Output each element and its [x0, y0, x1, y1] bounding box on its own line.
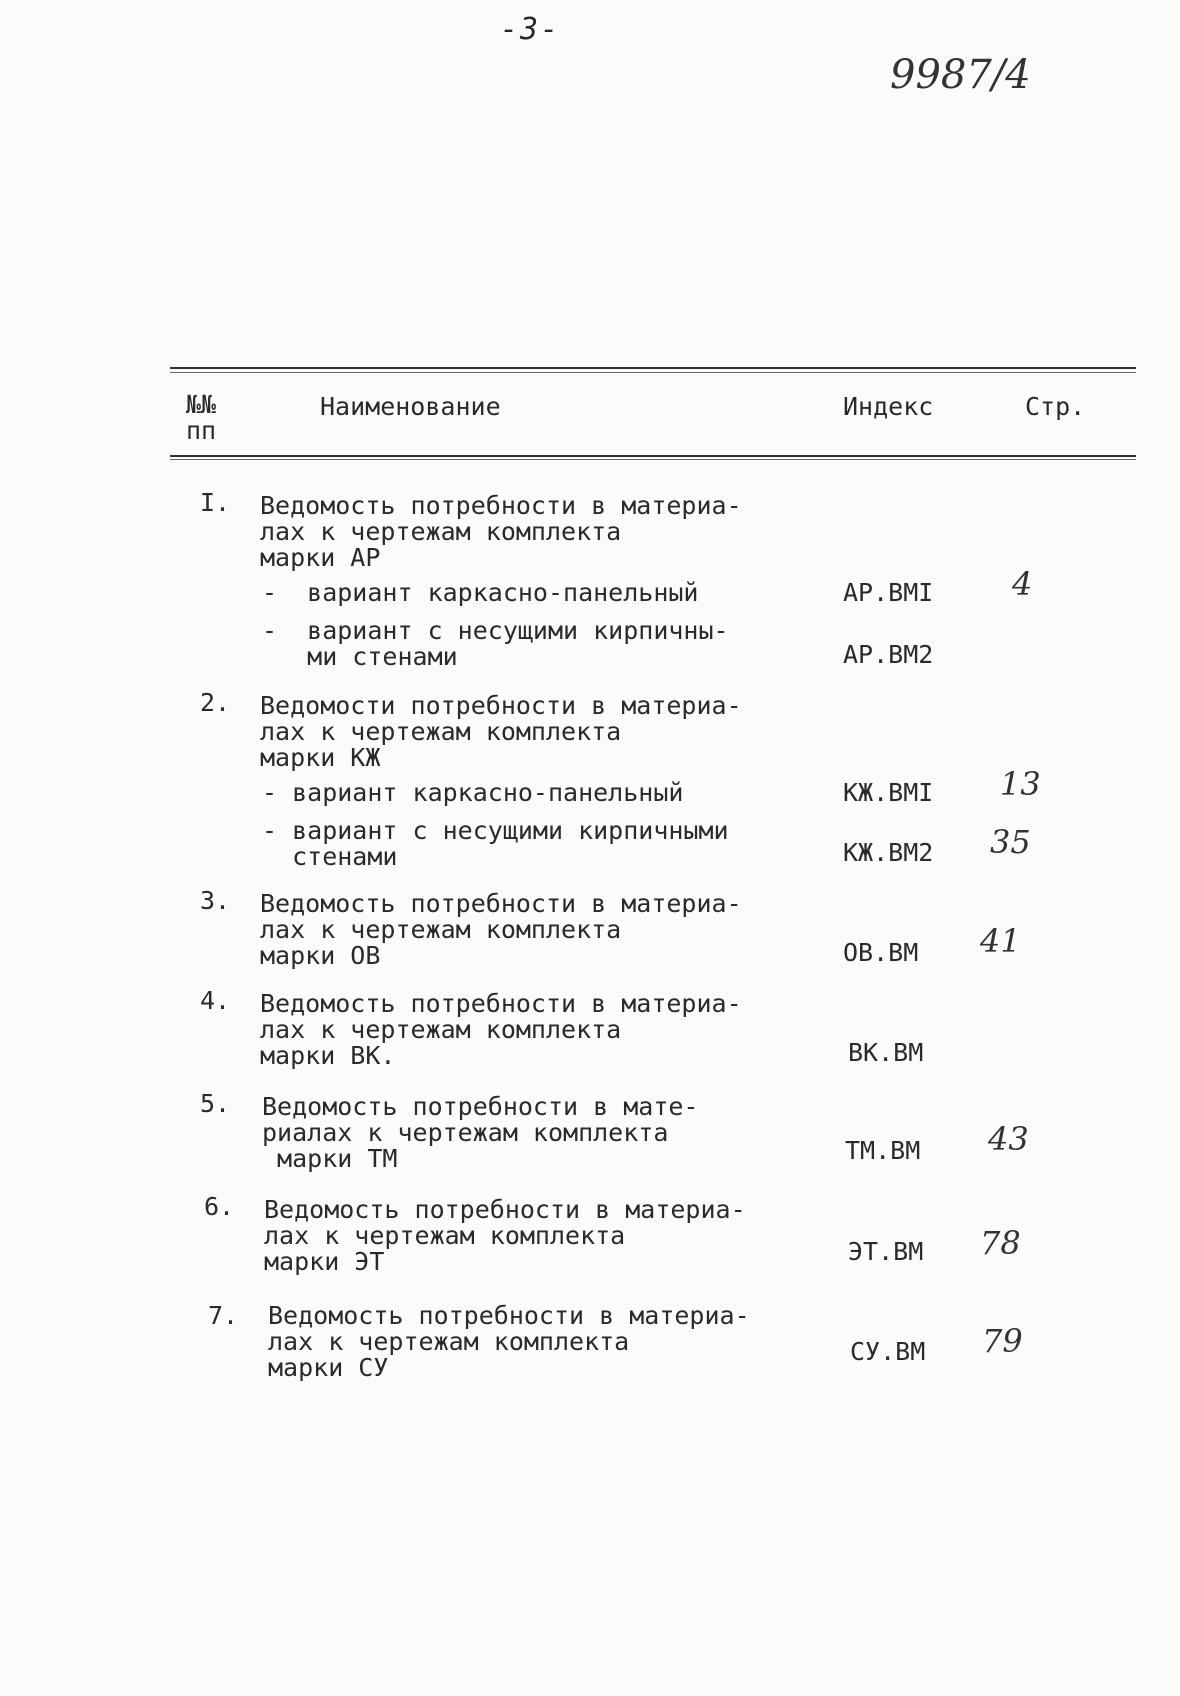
- header-number: №№ пп: [186, 390, 217, 445]
- item-index: СУ.ВМ: [850, 1337, 926, 1366]
- item-text: Ведомость потребности в материа- лах к чертежам комплекта марки ЭТ: [264, 1195, 746, 1276]
- item-number: 5.: [200, 1089, 231, 1118]
- item-text: Ведомость потребности в материа- лах к чертежам комплекта марки АР: [260, 491, 742, 572]
- header-bottom-rule-inner: [170, 459, 1136, 460]
- header-bottom-rule: [170, 455, 1136, 457]
- item-index: ОВ.ВМ: [843, 938, 919, 967]
- item-number: I.: [200, 488, 231, 517]
- item-number: 2.: [200, 688, 231, 717]
- item-text: Ведомость потребности в мате- риалах к чертежам комплекта марки ТМ: [262, 1092, 699, 1173]
- handwritten-code: 9987/4: [890, 52, 1031, 98]
- item-text: - вариант каркасно-панельный: [262, 778, 684, 807]
- item-page: 78: [980, 1224, 1021, 1262]
- item-text: Ведомость потребности в материа- лах к чертежам комплекта марки ОВ: [260, 889, 742, 970]
- item-number: 6.: [204, 1192, 235, 1221]
- item-page: 4: [1012, 565, 1033, 603]
- item-text: Ведомости потребности в материа- лах к чертежам комплекта марки КЖ: [260, 691, 742, 772]
- item-page: 41: [980, 922, 1021, 960]
- item-index: ЭТ.ВМ: [848, 1237, 924, 1266]
- item-number: 4.: [200, 986, 231, 1015]
- item-page: 35: [990, 823, 1031, 861]
- item-text: - вариант с несущими кирпичными стенами: [262, 816, 729, 871]
- item-text: Ведомость потребности в материа- лах к чертежам комплекта марки СУ: [268, 1301, 750, 1382]
- page-number: -3-: [500, 12, 561, 47]
- header-name: Наименование: [320, 392, 501, 421]
- item-index: АР.ВМ2: [843, 640, 934, 669]
- item-page: 43: [988, 1120, 1029, 1158]
- item-number: 7.: [208, 1301, 239, 1330]
- item-index: ТМ.ВМ: [845, 1136, 921, 1165]
- item-text: Ведомость потребности в материа- лах к чертежам комплекта марки ВК.: [260, 989, 742, 1070]
- item-index: ВК.ВМ: [848, 1038, 924, 1067]
- item-page: 13: [1000, 765, 1041, 803]
- header-page: Стр.: [1025, 392, 1086, 421]
- item-index: АР.ВМI: [843, 578, 934, 607]
- item-text: - вариант с несущими кирпичны- ми стенами: [262, 616, 729, 671]
- table-top-rule-inner: [170, 372, 1136, 373]
- item-number: 3.: [200, 886, 231, 915]
- item-text: - вариант каркасно-панельный: [262, 578, 699, 607]
- item-index: КЖ.ВМ2: [843, 838, 934, 867]
- table-top-rule: [170, 367, 1136, 369]
- item-index: КЖ.ВМI: [843, 778, 934, 807]
- item-page: 79: [982, 1322, 1023, 1360]
- header-index: Индекс: [843, 392, 934, 421]
